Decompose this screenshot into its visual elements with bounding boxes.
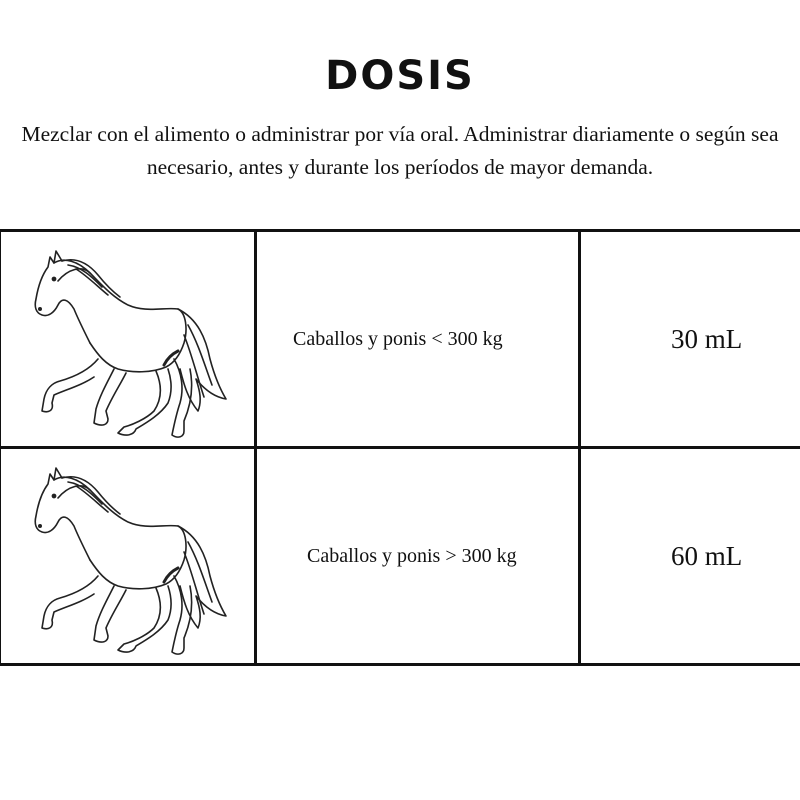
page-title: DOSIS bbox=[325, 53, 475, 99]
horse-group-cell bbox=[256, 448, 580, 665]
horse-image-cell bbox=[0, 448, 256, 665]
dosage-instructions: Mezclar con el alimento o administrar por vía oral. Administrar diariamente o según sea necesario, antes y durante los períodos de mayor demanda. bbox=[21, 122, 779, 179]
horse-icon bbox=[28, 456, 228, 656]
dose-cell bbox=[580, 231, 800, 448]
horse-group-label: Caballos y ponis > 300 kg bbox=[307, 544, 517, 567]
dose-value: 30 mL bbox=[671, 323, 743, 354]
horse-image-cell bbox=[0, 231, 256, 448]
dose-cell bbox=[580, 448, 800, 665]
horse-group-label: Caballos y ponis < 300 kg bbox=[293, 327, 503, 350]
horse-group-cell bbox=[256, 231, 580, 448]
table-row bbox=[0, 231, 800, 448]
dose-table bbox=[0, 229, 800, 666]
horse-icon bbox=[28, 239, 228, 439]
dose-value: 60 mL bbox=[671, 540, 743, 571]
table-row bbox=[0, 448, 800, 665]
